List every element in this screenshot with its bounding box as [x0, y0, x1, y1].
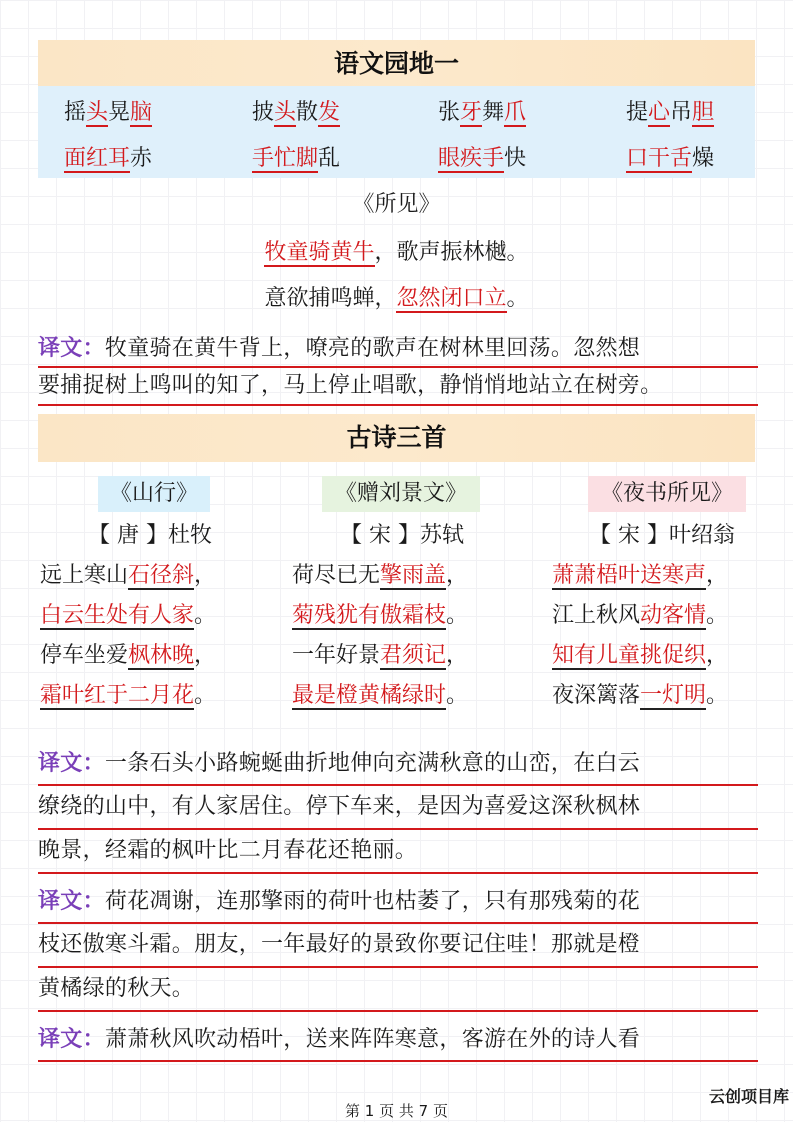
idiom-char: 牙	[460, 100, 483, 125]
idiom-char: 晃	[108, 100, 131, 125]
poem-title: 《夜书所见》	[588, 476, 746, 512]
translation-text: 一条石头小路蜿蜒曲折地伸向充满秋意的山峦，在白云	[104, 751, 641, 776]
translation-line	[38, 330, 758, 368]
poem-line-text: 。	[446, 683, 469, 708]
idiom-char: 心	[648, 100, 671, 125]
idiom-char: 疾	[460, 146, 483, 171]
poem-line-text: 。	[706, 603, 729, 628]
translation-text: 荷花凋谢，连那擎雨的荷叶也枯萎了，只有那残菊的花	[104, 889, 641, 914]
idiom-char: 舞	[482, 100, 505, 125]
idiom-char: 忙	[274, 146, 297, 171]
idiom	[438, 144, 526, 174]
idiom-char: 散	[296, 100, 319, 125]
poem-line-2-highlight: 忽然闭口立	[396, 286, 507, 311]
idiom-char: 脚	[296, 146, 319, 171]
translation-block	[38, 880, 758, 1012]
watermark: 云创项目库	[708, 1087, 789, 1106]
poem-line	[292, 676, 512, 716]
translation-label: 译文：	[38, 1026, 105, 1052]
translation-text: 黄橘绿的秋天。	[38, 976, 195, 1001]
poem-author: 【 宋 】苏轼	[340, 523, 464, 548]
poem-line-highlight: 擎雨盖	[380, 563, 447, 588]
poem-line-2	[0, 284, 793, 314]
poem-line-2-start: 意欲捕鸣蝉，	[264, 286, 397, 311]
idiom-char: 舌	[670, 146, 693, 171]
idiom-char: 快	[504, 146, 527, 171]
translation-text: 萧萧秋风吹动梧叶，送来阵阵寒意，客游在外的诗人看	[104, 1027, 641, 1052]
idiom-char: 吊	[670, 100, 693, 125]
poem-line	[552, 636, 772, 676]
page-footer: 第 1 页 共 7 页	[345, 1102, 448, 1120]
poem-line	[292, 596, 512, 636]
idiom-char: 张	[438, 100, 461, 125]
poem-line-highlight: 萧萧梧叶送寒声	[552, 563, 707, 588]
poem-line-text: 。	[194, 603, 217, 628]
poem-line-highlight: 枫林晚	[128, 643, 195, 668]
poem-line	[40, 596, 260, 636]
idiom	[252, 98, 340, 128]
poem-line-highlight: 动客情	[640, 603, 707, 628]
section-title-gushi-sanshou: 古诗三首	[38, 414, 755, 462]
idiom-char: 提	[626, 100, 649, 125]
section-title-yuwen-yuandi: 语文园地一	[38, 40, 755, 88]
poem-line-1-rest: ，歌声振林樾。	[374, 240, 529, 265]
poem-line-text: ，	[706, 643, 729, 668]
poem-line	[292, 636, 512, 676]
poem-line-text: 江上秋风	[552, 603, 641, 628]
poem-line-highlight: 知有儿童挑促织	[552, 643, 707, 668]
idiom-char: 耳	[108, 146, 131, 171]
poem-line-text: 停车坐爱	[40, 643, 129, 668]
poem-line-text: 一年好景	[292, 643, 381, 668]
poem-line-highlight: 一灯明	[640, 683, 707, 708]
idiom-char: 干	[648, 146, 671, 171]
idiom-char: 摇	[64, 100, 87, 125]
idiom	[438, 98, 526, 128]
translation-line	[38, 924, 758, 968]
translation-text: 枝还傲寒斗霜。朋友，一年最好的景致你要记住哇！那就是橙	[38, 932, 641, 957]
poem-author: 【 宋 】叶绍翁	[589, 523, 735, 548]
poem-line	[552, 676, 772, 716]
poem-line	[552, 596, 772, 636]
poem-line-text: 夜深篱落	[552, 683, 641, 708]
idiom-char: 爪	[504, 100, 527, 125]
translation-line	[38, 368, 758, 406]
idiom	[64, 98, 152, 128]
idiom-char: 手	[252, 146, 275, 171]
translation-line	[38, 786, 758, 830]
poem-title: 《山行》	[98, 476, 210, 512]
poem-line-text: 荷尽已无	[292, 563, 381, 588]
poem-line	[552, 556, 772, 596]
poem-line-highlight: 君须记	[380, 643, 447, 668]
idiom-char: 发	[318, 100, 341, 125]
translation-text: 缭绕的山中，有人家居住。停下车来，是因为喜爱这深秋枫林	[38, 794, 641, 819]
poem-line-text: ，	[446, 643, 469, 668]
poem-line-text: ，	[194, 563, 217, 588]
translation-suojian	[38, 330, 758, 406]
idiom	[64, 144, 152, 174]
poem-line-text: 。	[706, 683, 729, 708]
translation-line	[38, 968, 758, 1012]
translation-text: 晚景，经霜的枫叶比二月春花还艳丽。	[38, 838, 418, 863]
idiom-char: 面	[64, 146, 87, 171]
poem-line-text: 远上寒山	[40, 563, 129, 588]
poem-column	[40, 516, 260, 716]
translation-text: 牧童骑在黄牛背上，嘹亮的歌声在树林里回荡。忽然想	[104, 336, 641, 361]
idiom-char: 披	[252, 100, 275, 125]
idiom-char: 赤	[130, 146, 153, 171]
poem-line-highlight: 最是橙黄橘绿时	[292, 683, 447, 708]
idiom-char: 眼	[438, 146, 461, 171]
idiom	[626, 144, 714, 174]
poem-line-text: 。	[194, 683, 217, 708]
idiom-char: 头	[274, 100, 297, 125]
idiom-char: 手	[482, 146, 505, 171]
idiom-char: 乱	[318, 146, 341, 171]
poem-line-highlight: 菊残犹有傲霜枝	[292, 603, 447, 628]
poem-title-suojian: 《所见》	[352, 192, 441, 217]
poem-line-text: ，	[706, 563, 729, 588]
poem-line-text: ，	[446, 563, 469, 588]
poem-title: 《赠刘景文》	[322, 476, 480, 512]
poem-line	[40, 676, 260, 716]
translation-label: 译文：	[38, 750, 105, 776]
translation-label: 译文：	[38, 888, 105, 914]
translation-line	[38, 880, 758, 924]
poem-line	[40, 636, 260, 676]
idiom	[252, 144, 340, 174]
poem-line-highlight: 石径斜	[128, 563, 195, 588]
poem-line-text: 。	[446, 603, 469, 628]
poem-line	[292, 556, 512, 596]
poem-column	[552, 516, 772, 716]
translation-line	[38, 742, 758, 786]
idiom-char: 头	[86, 100, 109, 125]
idiom-char: 胆	[692, 100, 715, 125]
poem-line-1-highlight: 牧童骑黄牛	[264, 240, 375, 265]
translation-label: 译文：	[38, 335, 105, 361]
poem-line-highlight: 霜叶红于二月花	[40, 683, 195, 708]
translation-block	[38, 742, 758, 874]
poem-author: 【 唐 】杜牧	[88, 523, 212, 548]
translation-line	[38, 1018, 758, 1062]
idiom-char: 燥	[692, 146, 715, 171]
poem-line-highlight: 白云生处有人家	[40, 603, 195, 628]
poem-line-text: ，	[194, 643, 217, 668]
idiom-char: 口	[626, 146, 649, 171]
poem-line-2-end: 。	[506, 286, 529, 311]
translation-block	[38, 1018, 758, 1062]
translation-text: 要捕捉树上鸣叫的知了，马上停止唱歌，静悄悄地站立在树旁。	[38, 373, 663, 398]
idiom-char: 红	[86, 146, 109, 171]
idiom	[626, 98, 714, 128]
poem-line-1	[0, 238, 793, 268]
idiom-char: 脑	[130, 100, 153, 125]
poem-column	[292, 516, 512, 716]
poem-line	[40, 556, 260, 596]
translation-line	[38, 830, 758, 874]
